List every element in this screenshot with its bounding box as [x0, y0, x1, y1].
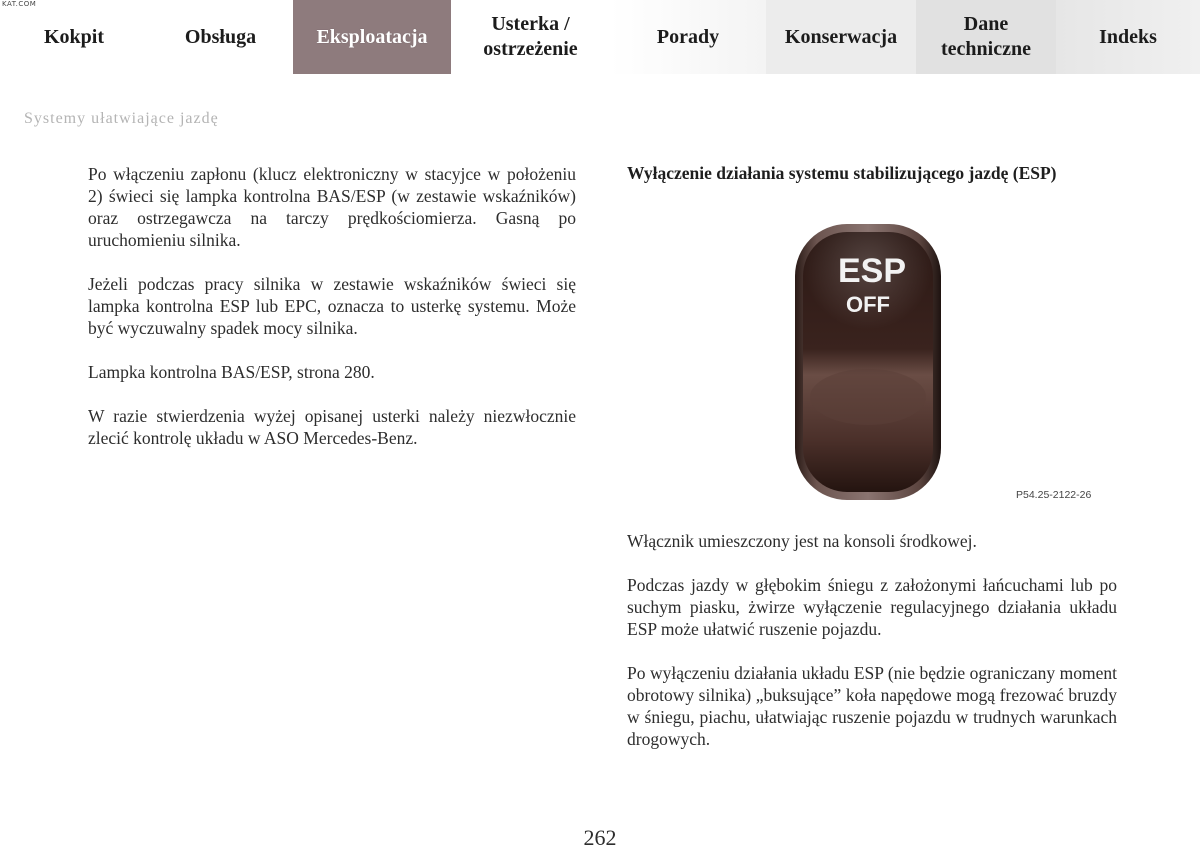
tab-label: Konserwacja — [784, 25, 898, 48]
right-column-heading-block — [627, 163, 1117, 184]
tab-dane-techniczne[interactable] — [916, 0, 1056, 74]
paragraph: Włącznik umieszczony jest na konsoli środkowej. — [627, 531, 977, 551]
chapter-tab-bar — [0, 0, 1200, 74]
right-column-body — [627, 530, 1117, 772]
tab-label: Kokpit — [43, 25, 105, 48]
watermark: KAT.COM — [2, 0, 37, 8]
button-text-sub: OFF — [846, 292, 890, 317]
section-heading: Wyłączenie działania systemu stabilizującego jazdę (ESP) — [627, 163, 1057, 183]
section-header: Systemy ułatwiające jazdę — [24, 110, 219, 127]
tab-label: Usterka / ostrzeżenie — [483, 13, 578, 60]
paragraph: W razie stwierdzenia wyżej opisanej usterki należy niezwłocznie zlecić kontrolę układu w ASO Mercedes-Benz. — [88, 406, 576, 448]
button-text-main: ESP — [837, 252, 907, 290]
figure-caption: P54.25-2122-26 — [1016, 489, 1092, 501]
tab-obsluga[interactable] — [148, 0, 293, 74]
tab-konserwacja[interactable] — [766, 0, 916, 74]
tab-label: Eksploatacja — [316, 25, 428, 48]
paragraph: Podczas jazdy w głębokim śniegu z założonymi łańcuchami lub po suchym piasku, żwirze wyłączenie regulacyjnego działania układu ESP może ułatwić ruszenie pojazdu. — [627, 575, 1117, 639]
left-column — [88, 163, 576, 471]
paragraph: Po wyłączeniu działania układu ESP (nie będzie ograniczany moment obrotowy silnika) „buksujące” koła napędowe mogą frezować bruzdy w śniegu, piachu, ułatwiając ruszenie pojazdu w trudnych warunkach drogowych. — [627, 663, 1117, 749]
esp-off-button-figure — [793, 222, 943, 502]
tab-label: Porady — [656, 25, 720, 48]
paragraph: Lampka kontrolna BAS/ESP, strona 280. — [88, 362, 375, 382]
tab-usterka-ostrzezenie[interactable] — [451, 0, 610, 74]
tab-eksploatacja[interactable] — [293, 0, 451, 74]
page-number: 262 — [583, 825, 617, 850]
tab-label: Obsługa — [184, 25, 257, 48]
tab-kokpit[interactable] — [0, 0, 148, 74]
tab-porady[interactable] — [610, 0, 766, 74]
paragraph: Po włączeniu zapłonu (klucz elektroniczny w stacyjce w położeniu 2) świeci się lampka kontrolna BAS/ESP (w zestawie wskaźników) oraz ostrzegawcza na tarczy prędkościomierza. Gasną po uruchomieniu silnika. — [88, 164, 576, 250]
tab-label: Indeks — [1099, 25, 1157, 48]
esp-off-button-icon — [793, 222, 943, 502]
tab-indeks[interactable] — [1056, 0, 1200, 74]
paragraph: Jeżeli podczas pracy silnika w zestawie wskaźników świeci się lampka kontrolna ESP lub EPC, oznacza to usterkę systemu. Może być wyczuwalny spadek mocy silnika. — [88, 274, 576, 338]
tab-label: Dane techniczne — [941, 13, 1031, 60]
